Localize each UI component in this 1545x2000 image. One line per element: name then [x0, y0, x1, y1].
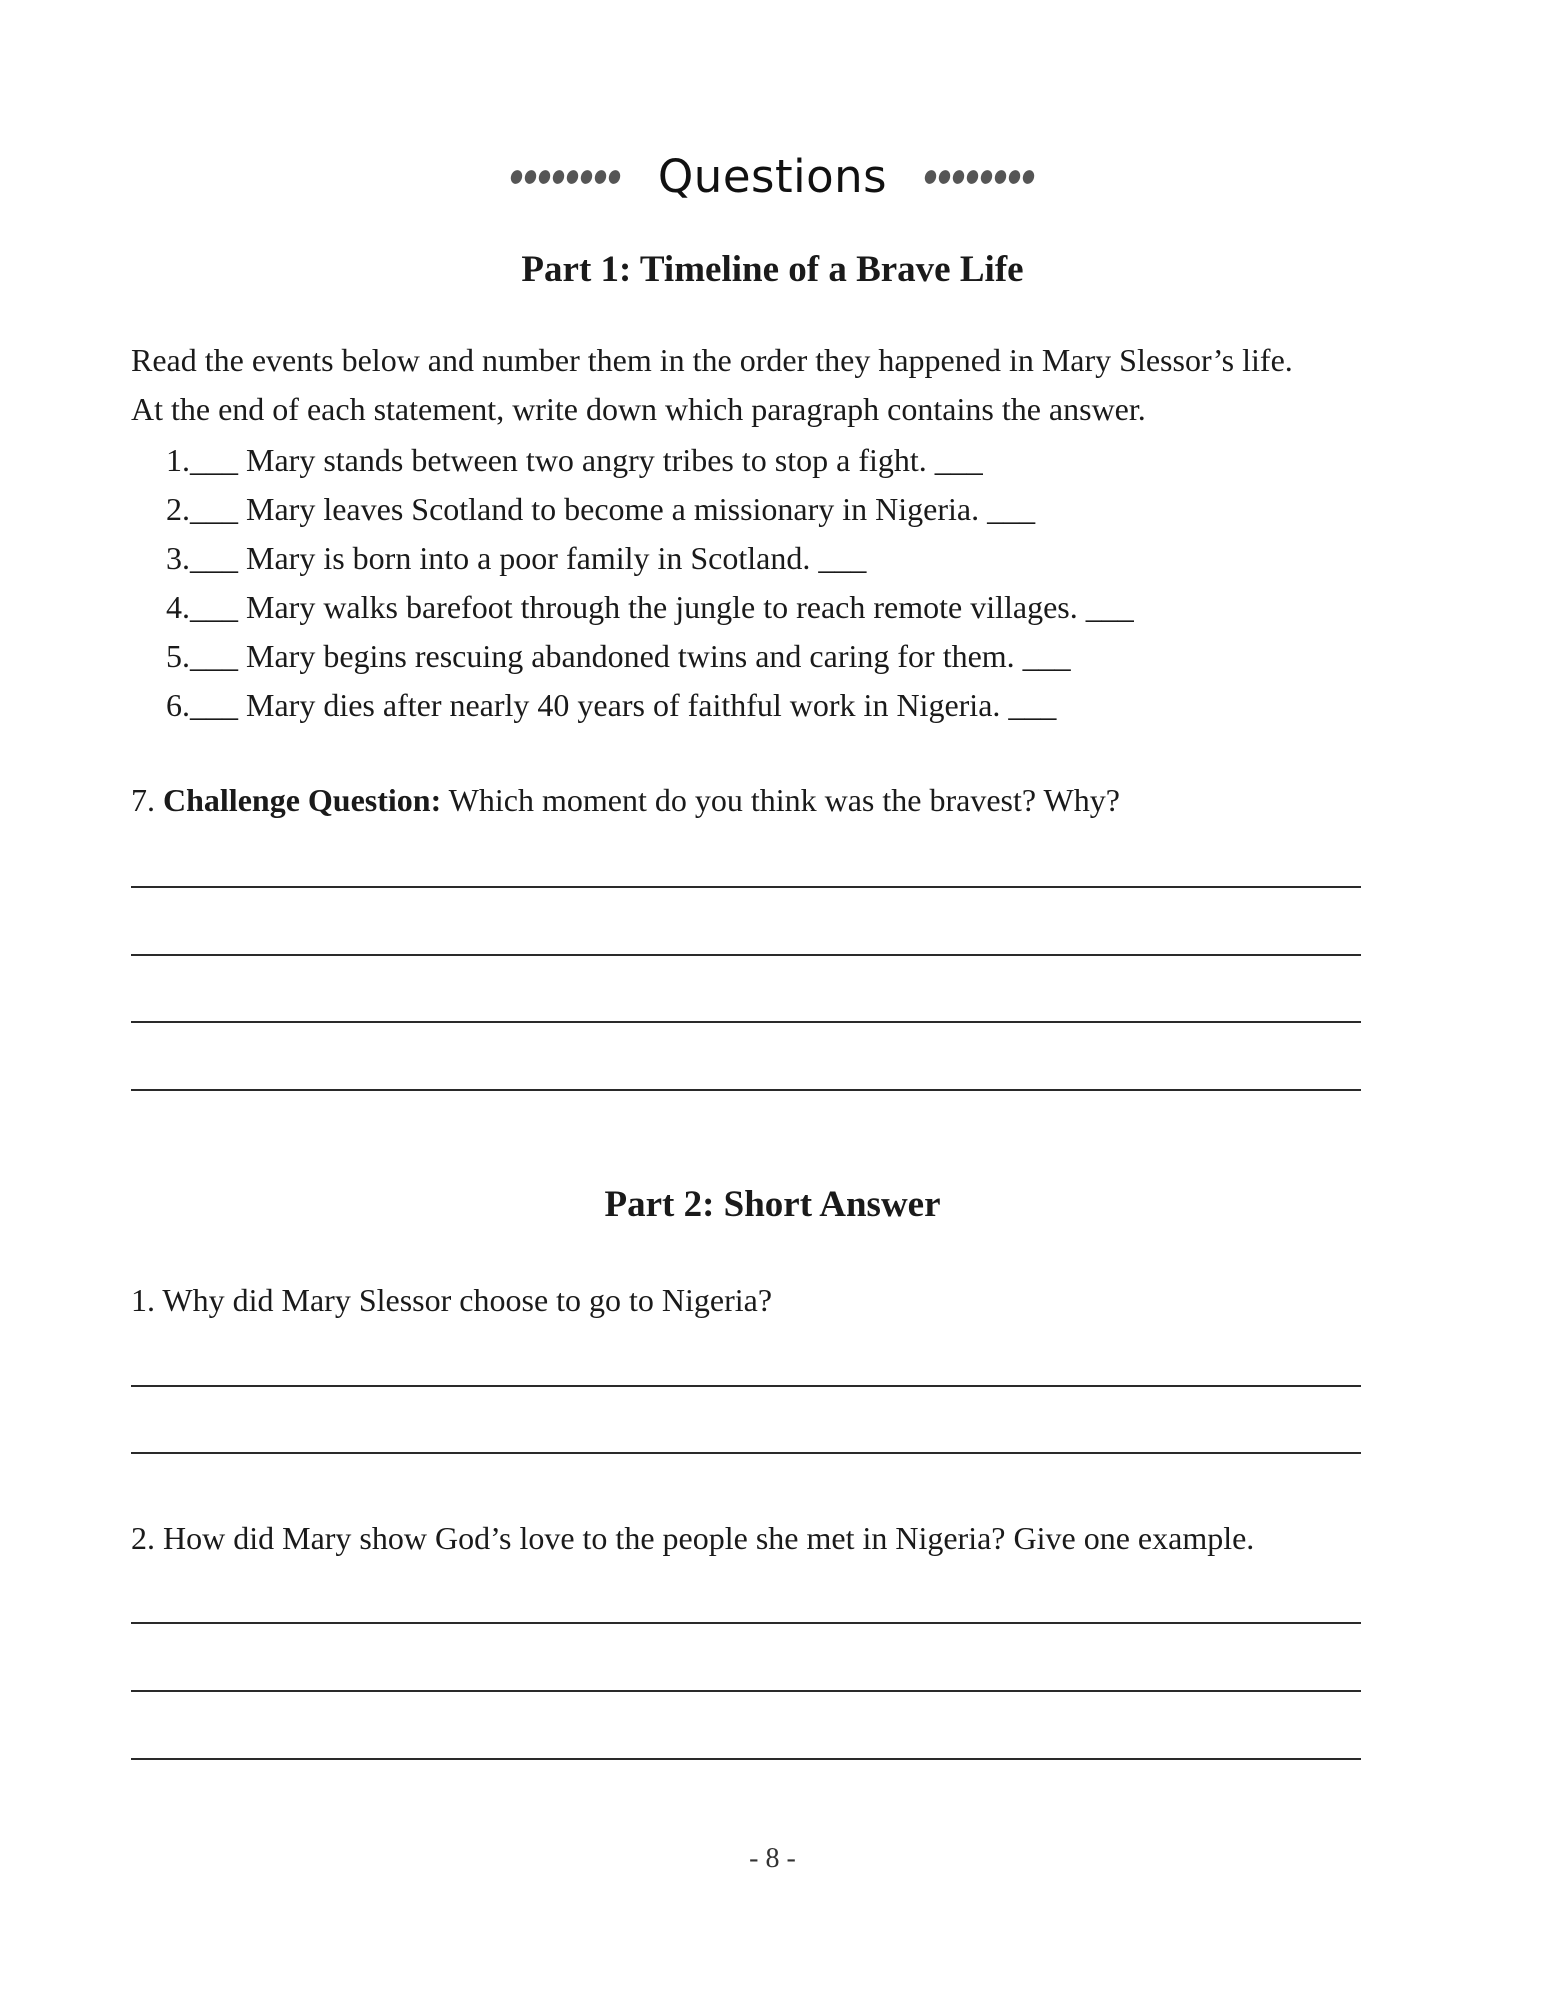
item-text: ___ Mary leaves Scotland to become a missionary in Nigeria. ___ [190, 491, 1036, 527]
dot-icon [1007, 168, 1022, 185]
dot-icon [1021, 168, 1036, 185]
timeline-item [160, 534, 1134, 583]
item-number: 5. [166, 638, 190, 674]
dot-icon [979, 168, 994, 185]
timeline-item [160, 485, 1134, 534]
challenge-text: Which moment do you think was the bravest? Why? [448, 782, 1120, 818]
page-title: Questions [657, 150, 888, 203]
dot-icon [965, 168, 980, 185]
answer-line[interactable] [131, 1690, 1361, 1692]
dot-icon [551, 168, 566, 185]
challenge-label: Challenge Question: [163, 782, 442, 818]
item-number: 2. [166, 491, 190, 527]
dot-icon [565, 168, 580, 185]
item-number: 1. [166, 442, 190, 478]
item-number: 6. [166, 687, 190, 723]
page-header [0, 150, 1545, 203]
answer-line[interactable] [131, 1089, 1361, 1091]
part1-instructions-line1: Read the events below and number them in the order they happened in Mary Slessor’s life. [131, 342, 1293, 378]
short-answer-question-1: 1. Why did Mary Slessor choose to go to Nigeria? [131, 1282, 773, 1318]
dot-icon [993, 168, 1008, 185]
answer-line[interactable] [131, 1452, 1361, 1454]
answer-line[interactable] [131, 886, 1361, 888]
item-text: ___ Mary walks barefoot through the jungle to reach remote villages. ___ [190, 589, 1134, 625]
page-number: - 8 - [749, 1843, 796, 1874]
item-text: ___ Mary dies after nearly 40 years of faithful work in Nigeria. ___ [190, 687, 1057, 723]
timeline-item [160, 436, 1134, 485]
answer-line[interactable] [131, 1622, 1361, 1624]
item-text: ___ Mary stands between two angry tribes to stop a fight. ___ [190, 442, 983, 478]
part1-instructions-line2: At the end of each statement, write down which paragraph contains the answer. [131, 391, 1146, 427]
dot-icon [951, 168, 966, 185]
dot-icon [937, 168, 952, 185]
dot-icon [607, 168, 622, 185]
answer-line[interactable] [131, 954, 1361, 956]
answer-line[interactable] [131, 1385, 1361, 1387]
decorative-dots-left [511, 170, 620, 184]
timeline-item [160, 632, 1134, 681]
item-number: 3. [166, 540, 190, 576]
challenge-number: 7. [131, 782, 155, 818]
dot-icon [579, 168, 594, 185]
short-answer-question-2: 2. How did Mary show God’s love to the people she met in Nigeria? Give one example. [131, 1520, 1255, 1556]
timeline-item [160, 583, 1134, 632]
dot-icon [593, 168, 608, 185]
answer-line[interactable] [131, 1021, 1361, 1023]
answer-line[interactable] [131, 1758, 1361, 1760]
dot-icon [509, 168, 524, 185]
item-text: ___ Mary begins rescuing abandoned twins and caring for them. ___ [190, 638, 1071, 674]
decorative-dots-right [925, 170, 1034, 184]
dot-icon [923, 168, 938, 185]
dot-icon [537, 168, 552, 185]
timeline-list [160, 436, 1134, 730]
part2-title: Part 2: Short Answer [604, 1184, 941, 1225]
item-number: 4. [166, 589, 190, 625]
timeline-item [160, 681, 1134, 730]
dot-icon [523, 168, 538, 185]
challenge-question [131, 782, 1431, 819]
part1-title: Part 1: Timeline of a Brave Life [521, 249, 1024, 290]
item-text: ___ Mary is born into a poor family in Scotland. ___ [190, 540, 867, 576]
